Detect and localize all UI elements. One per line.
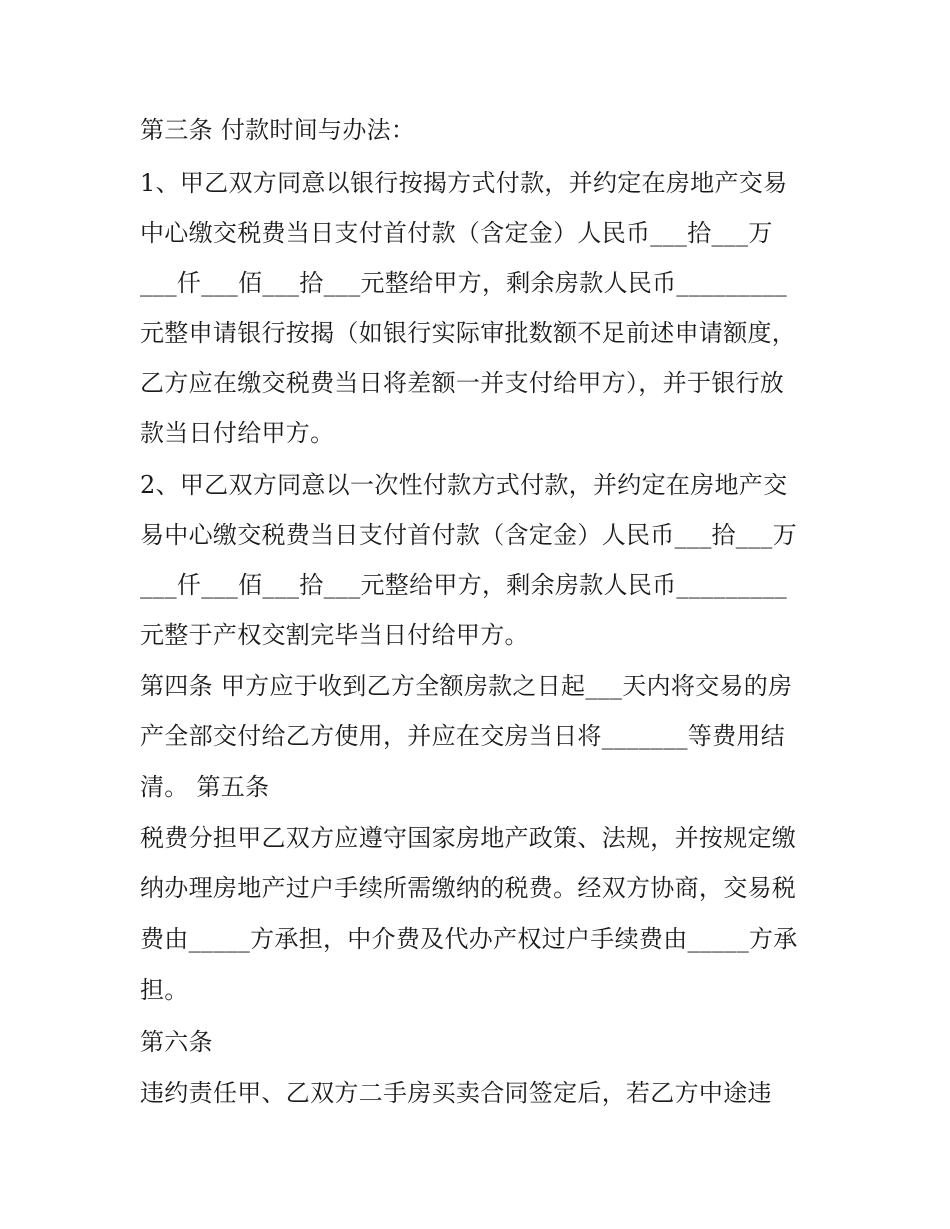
paragraph-line: 款当日付给甲方。 — [140, 419, 335, 447]
paragraph-line: 税费分担甲乙双方应遵守国家房地产政策、法规，并按规定缴 — [140, 824, 797, 852]
paragraph-line: 违约责任甲、乙双方二手房买卖合同签定后，若乙方中途违 — [140, 1079, 772, 1107]
paragraph-line: 乙方应在缴交税费当日将差额一并支付给甲方），并于银行放 — [140, 369, 785, 397]
paragraph-line: 清。 第五条 — [140, 773, 270, 801]
paragraph-line: 2、甲乙双方同意以一次性付款方式付款，并约定在房地产交 — [140, 471, 788, 499]
paragraph-line: 元整申请银行按揭（如银行实际审批数额不足前述申请额度， — [140, 319, 797, 347]
paragraph-line: 担。 — [140, 976, 189, 1004]
paragraph-line: ___仟___佰___拾___元整给甲方，剩余房款人民币_________ — [140, 269, 788, 297]
paragraph-line: 元整于产权交割完毕当日付给甲方。 — [140, 621, 529, 649]
paragraph-line: ___仟___佰___拾___元整给甲方，剩余房款人民币_________ — [140, 571, 788, 599]
paragraph-line: 产全部交付给乙方使用，并应在交房当日将_______等费用结 — [140, 722, 785, 750]
paragraph-line: 中心缴交税费当日支付首付款（含定金）人民币___拾___万 — [140, 219, 773, 247]
article-3-heading: 第三条 付款时间与办法： — [140, 116, 416, 144]
article-6-heading: 第六条 — [140, 1028, 213, 1056]
article-4-line: 第四条 甲方应于收到乙方全额房款之日起___天内将交易的房 — [140, 672, 793, 700]
paragraph-line: 费由_____方承担，中介费及代办产权过户手续费由_____方承 — [140, 925, 798, 953]
paragraph-line: 纳办理房地产过户手续所需缴纳的税费。经双方协商，交易税 — [140, 874, 797, 902]
paragraph-line: 1、甲乙双方同意以银行按揭方式付款，并约定在房地产交易 — [140, 169, 788, 197]
paragraph-line: 易中心缴交税费当日支付首付款（含定金）人民币___拾___万 — [140, 521, 797, 549]
